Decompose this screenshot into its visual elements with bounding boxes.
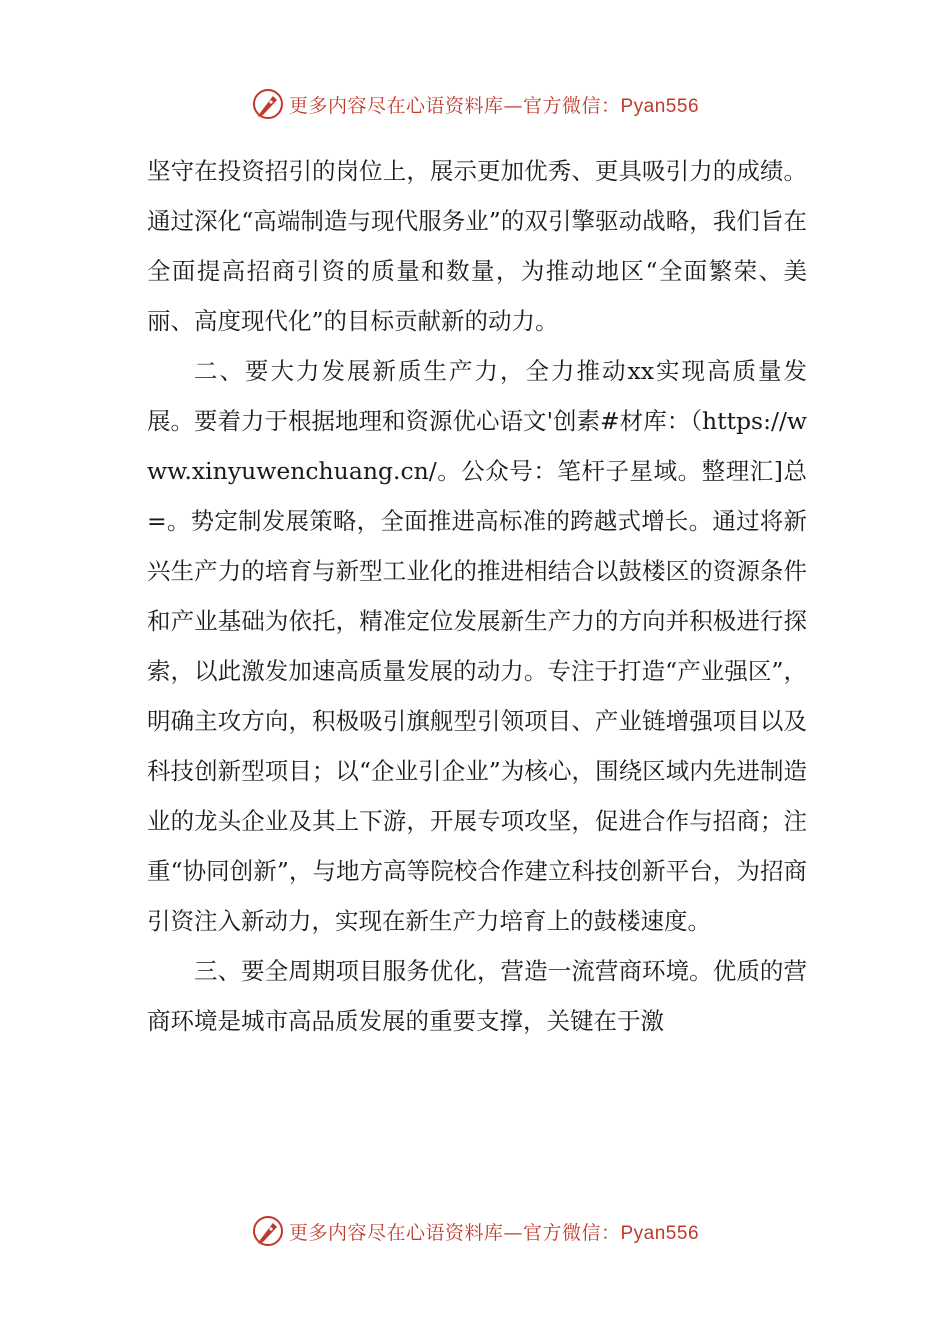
footer-wechat-text: 官方微信：Pyan556: [523, 1222, 700, 1244]
header-banner-text: 更多内容尽在心语资料库—: [288, 94, 523, 117]
document-body: [147, 146, 807, 1046]
paragraph-3: 三、要全周期项目服务优化，营造一流营商环境。优质的营商环境是城市高品质发展的重要支撑，关键在于激: [147, 957, 807, 1035]
footer-banner: [0, 1211, 950, 1251]
header-wechat-text: 官方微信：Pyan556: [523, 95, 700, 117]
footer-banner-text: 更多内容尽在心语资料库—: [288, 1221, 523, 1244]
pen-nib-logo-icon: [251, 87, 285, 121]
paragraph-2: 二、要大力发展新质生产力，全力推动xx实现高质量发展。要着力于根据地理和资源优心语文'创素#材库：（https://www.xinyuwenchuang.cn/。公众号：笔杆子星域。整理汇]总=。势定制发展策略，全面推进高标准的跨越式增长。通过将新兴生产力的培育与新型工业化的推进相结合以鼓楼区的资源条件和产业基础为依托，精准定位发展新生产力的方向并积极进行探索，以此激发加速高质量发展的动力。专注于打造“产业强区”，明确主攻方向，积极吸引旗舰型引领项目、产业链增强项目以及科技创新型项目；以“企业引企业”为核心，围绕区域内先进制造业的龙头企业及其上下游，开展专项攻坚，促进合作与招商；注重“协同创新”，与地方高等院校合作建立科技创新平台，为招商引资注入新动力，实现在新生产力培育上的鼓楼速度。: [147, 357, 807, 935]
paragraph-1: 坚守在投资招引的岗位上，展示更加优秀、更具吸引力的成绩。通过深化“高端制造与现代服务业”的双引擎驱动战略，我们旨在全面提高招商引资的质量和数量，为推动地区“全面繁荣、美丽、高度现代化”的目标贡献新的动力。: [147, 157, 807, 335]
pen-nib-logo-icon: [251, 1214, 285, 1248]
header-banner: [0, 84, 950, 124]
